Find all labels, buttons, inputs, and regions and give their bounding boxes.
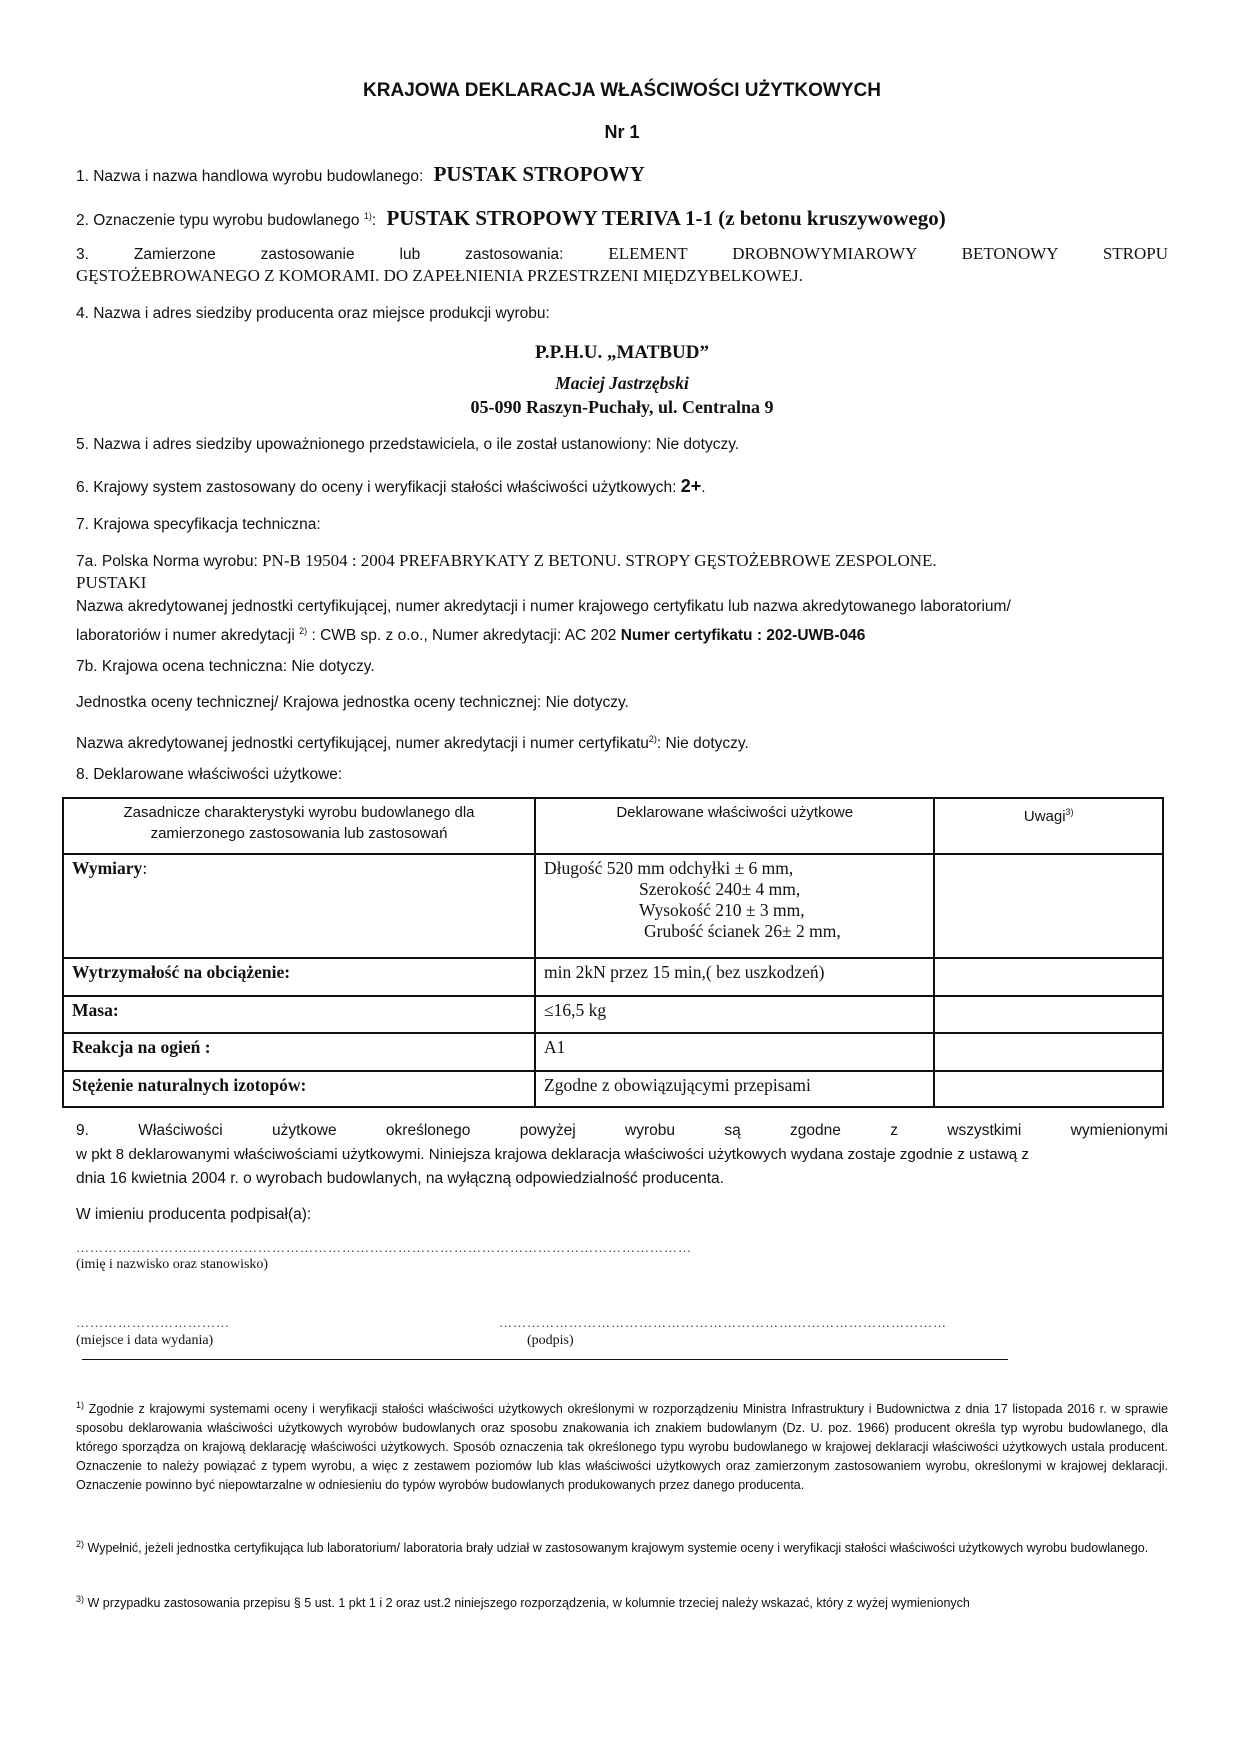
row-label <box>63 854 535 958</box>
document-number: Nr 1 <box>604 122 640 142</box>
footnote-separator <box>82 1359 1008 1360</box>
footnote-2 <box>76 1535 1168 1558</box>
footnote-1-text: Zgodnie z krajowymi systemami oceny i weryfikacji stałości właściwości użytkowych określonymi w rozporządzeniu Ministra Infrastruktury i Budownictwa z dnia 17 listopada 2016 r. w sprawie sposobu deklarowania właściwości użytkowych wyrobów budowlanych oraz sposobu znakowania ich znakiem budowlanym (Dz. U. poz. 1966) producent określa typ wyrobu budowlanego, dla którego sporządza on krajową deklarację właściwości użytkowych. Sposób oznaczenia tak określonego typu wyrobu budowlanego w krajowej deklaracji właściwości użytkowych ustala producent. Oznaczenie to należy powiązać z typem wyrobu, a więc z zestawem poziomów lub klas właściwości użytkowych oraz zamierzonym zastosowaniem wyrobu, określonymi w krajowej deklaracji. Oznaczenie powinno być niepowtarzalne w odniesieniu do typów wyrobów budowlanych produkowanych przez danego producenta. <box>76 1402 1168 1493</box>
row-label: Wytrzymałość na obciążenie: <box>63 958 535 996</box>
section-7a-norm-line-1: PN-B 19504 : 2004 PREFABRYKATY Z BETONU. STROPY GĘSTOŻEBROWE ZESPOLONE. <box>262 551 937 570</box>
section-6 <box>76 475 1168 499</box>
section-6-label: 6. Krajowy system zastosowany do oceny i weryfikacji stałości właściwości użytkowych: <box>76 479 677 496</box>
section-7: 7. Krajowa specyfikacja techniczna: <box>76 516 321 533</box>
table-row <box>63 958 1163 996</box>
section-5: 5. Nazwa i adres siedziby upoważnionego przedstawiciela, o ile został ustanowiony: Nie dotyczy. <box>76 436 740 453</box>
header-declared: Deklarowane właściwości użytkowe <box>535 798 934 854</box>
row-remarks <box>934 996 1163 1033</box>
row-remarks <box>934 854 1163 958</box>
footnote-3-text: W przypadku zastosowania przepisu § 5 ust. 1 pkt 1 i 2 oraz ust.2 niniejszego rozporządzenia, w kolumnie trzeciej należy wskazać, który z wyżej wymienionych <box>87 1596 970 1611</box>
section-1 <box>76 163 1168 188</box>
row-value: ≤16,5 kg <box>535 996 934 1033</box>
section-7a <box>76 550 1168 573</box>
row-label: Masa: <box>63 996 535 1033</box>
place-caption: (miejsce i data wydania) <box>76 1333 214 1348</box>
section-7a-sup: 2) <box>299 626 308 636</box>
row-value <box>535 854 934 958</box>
section-7a-norm-line-2: PUSTAKI <box>76 573 147 592</box>
section-3-line-1 <box>76 243 1168 266</box>
section-4-label: 4. Nazwa i adres siedziby producenta oraz miejsce produkcji wyrobu: <box>76 305 550 322</box>
footnote-1-mark: 1) <box>76 1400 85 1410</box>
header-characteristics-line-1: Zasadnicze charakterystyki wyrobu budowlanego dla <box>123 804 475 821</box>
footnote-1 <box>76 1396 1168 1495</box>
section-7a-body-line-2a: laboratoriów i numer akredytacji <box>76 627 295 645</box>
section-3-value-line-2: GĘSTOŻEBROWANEGO Z KOMORAMI. DO ZAPEŁNIENIA PRZESTRZENI MIĘDZYBELKOWEJ. <box>76 266 803 285</box>
certificate-number: Numer certyfikatu : 202-UWB-046 <box>620 627 866 645</box>
section-6-value: 2+ <box>680 476 702 496</box>
row-label: Stężenie naturalnych izotopów: <box>63 1071 535 1107</box>
properties-table <box>62 797 1164 1108</box>
table-row <box>63 1071 1163 1107</box>
place-dotted-line: …………………………… <box>76 1315 230 1330</box>
section-9-line-1: 9. Właściwości użytkowe określonego powyżej wyrobu są zgodne z wszystkimi wymienionymi <box>76 1122 1168 1139</box>
footnote-2-mark: 2) <box>76 1539 85 1549</box>
section-7b: 7b. Krajowa ocena techniczna: Nie dotyczy. <box>76 658 375 675</box>
producer-address: 05-090 Raszyn-Puchały, ul. Centralna 9 <box>470 397 774 417</box>
sign-dotted-line: …………………………………………………………………………………… <box>499 1315 947 1330</box>
table-row <box>63 996 1163 1033</box>
section-6-end: . <box>701 479 706 496</box>
row-remarks <box>934 958 1163 996</box>
header-remarks-label: Uwagi <box>1023 808 1066 825</box>
certification-body-b: : Nie dotyczy. <box>656 735 749 753</box>
section-3-value-line-1: ELEMENT DROBNOWYMIAROWY BETONOWY STROPU <box>608 244 1169 263</box>
section-2-label: 2. Oznaczenie typu wyrobu budowlanego <box>76 212 360 230</box>
footnote-3 <box>76 1590 1168 1613</box>
name-dotted-line: …………………………………………………………………………………………………………………… <box>76 1240 692 1255</box>
producer-company: P.P.H.U. „MATBUD” <box>534 342 709 363</box>
table-row <box>63 1033 1163 1071</box>
row-label-suffix: : <box>142 858 148 878</box>
section-8: 8. Deklarowane właściwości użytkowe: <box>76 766 343 783</box>
producer-owner: Maciej Jastrzębski <box>555 373 689 393</box>
row-remarks <box>934 1033 1163 1071</box>
dimension-height: Wysokość 210 ± 3 mm, <box>639 900 805 920</box>
row-value: min 2kN przez 15 min,( bez uszkodzeń) <box>535 958 934 996</box>
row-label-text: Wymiary <box>72 858 143 878</box>
footnote-3-mark: 3) <box>76 1594 85 1604</box>
header-characteristics <box>63 798 535 854</box>
document-title: KRAJOWA DEKLARACJA WŁAŚCIWOŚCI UŻYTKOWYCH <box>363 80 881 101</box>
table-row <box>63 854 1163 958</box>
section-7a-body-line-2b: : CWB sp. z o.o., Numer akredytacji: AC 202 <box>311 627 617 645</box>
section-7a-body-line-2 <box>76 620 1168 647</box>
signed-by-label: W imieniu producenta podpisał(a): <box>76 1206 312 1223</box>
sign-caption: (podpis) <box>527 1333 574 1348</box>
section-3-label: 3. Zamierzone zastosowanie lub zastosowania: <box>76 246 564 263</box>
section-2-value: PUSTAK STROPOWY TERIVA 1-1 (z betonu kruszywowego) <box>386 206 946 231</box>
section-2 <box>76 205 1168 232</box>
dimension-width: Szerokość 240± 4 mm, <box>639 879 801 899</box>
certification-body-a: Nazwa akredytowanej jednostki certyfikującej, numer akredytacji i numer certyfikatu <box>76 735 649 753</box>
section-7a-label: 7a. Polska Norma wyrobu: <box>76 553 258 570</box>
row-label: Reakcja na ogień : <box>63 1033 535 1071</box>
row-value: A1 <box>535 1033 934 1071</box>
footnote-2-text: Wypełnić, jeżeli jednostka certyfikująca lub laboratorium/ laboratoria brały udział w zastosowanym krajowym systemie oceny i weryfikacji stałości właściwości użytkowych wyrobu budowlanego. <box>87 1541 1149 1556</box>
section-7a-body-line-1: Nazwa akredytowanej jednostki certyfikującej, numer akredytacji i numer krajowego certyfikatu lub nazwa akredytowanego laboratorium/ <box>76 598 1011 615</box>
dimension-length: Długość 520 mm odchyłki ± 6 mm, <box>544 858 794 878</box>
name-caption: (imię i nazwisko oraz stanowisko) <box>76 1257 269 1272</box>
header-remarks-sup: 3) <box>1065 807 1074 817</box>
row-remarks <box>934 1071 1163 1107</box>
section-9-line-3: dnia 16 kwietnia 2004 r. o wyrobach budowlanych, na wyłączną odpowiedzialność producenta. <box>76 1170 724 1187</box>
dimension-wall-thickness: Grubość ścianek 26± 2 mm, <box>644 921 841 941</box>
certification-body-sup: 2) <box>648 734 657 744</box>
row-value: Zgodne z obowiązującymi przepisami <box>535 1071 934 1107</box>
header-remarks <box>934 798 1163 854</box>
section-1-label: 1. Nazwa i nazwa handlowa wyrobu budowlanego: <box>76 168 424 185</box>
header-characteristics-line-2: zamierzonego zastosowania lub zastosowań <box>150 825 448 842</box>
table-header-row <box>63 798 1163 854</box>
assessment-unit: Jednostka oceny technicznej/ Krajowa jednostka oceny technicznej: Nie dotyczy. <box>76 694 629 711</box>
section-2-sup: 1) <box>363 211 372 221</box>
section-2-colon: : <box>371 212 377 230</box>
certification-body <box>76 728 1168 755</box>
section-1-value: PUSTAK STROPOWY <box>433 162 645 186</box>
section-9-line-2: w pkt 8 deklarowanymi właściwościami użytkowymi. Niniejsza krajowa deklaracja właściwości użytkowych wydana zostaje zgodnie z ustawą z <box>76 1146 1029 1163</box>
